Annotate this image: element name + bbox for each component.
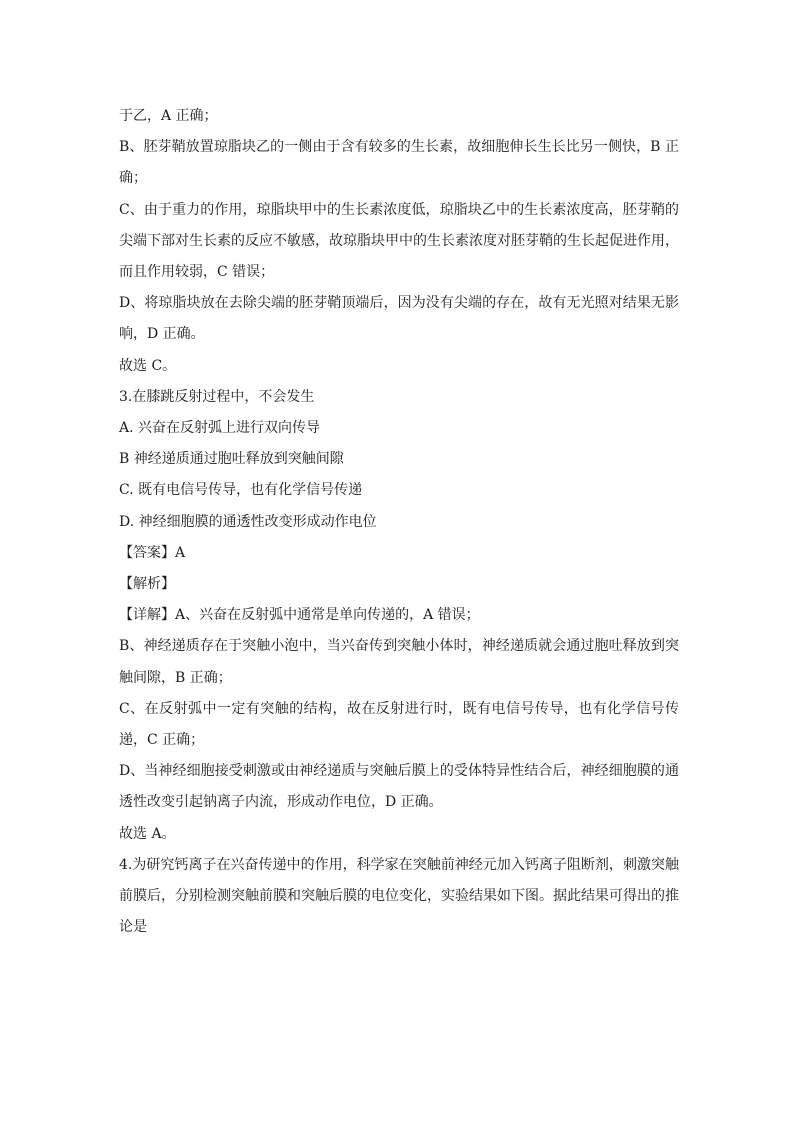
text-paragraph: D、将琼脂块放在去除尖端的胚芽鞘顶端后，因为没有尖端的存在，故有无光照对结果无影响，D 正确。 [119,295,679,343]
option-a: A. 兴奋在反射弧上进行双向传导 [119,420,321,437]
text-paragraph: 故选 C。 [119,357,177,374]
detail-paragraph: 【详解】A、兴奋在反射弧中通常是单向传递的，A 错误； [119,607,480,624]
document-page [119,101,679,943]
analysis-label: 【解析】 [119,576,175,593]
question-stem: 4.为研究钙离子在兴奋传递中的作用，科学家在突触前神经元加入钙离子阻断剂，刺激突触前膜后，分别检测突触前膜和突触后膜的电位变化，实验结果如下图。据此结果可得出的推论是 [119,856,679,936]
text-paragraph: C、由于重力的作用，琼脂块甲中的生长素浓度低，琼脂块乙中的生长素浓度高，胚芽鞘的尖端下部对生长素的反应不敏感，故琼脂块甲中的生长素浓度对胚芽鞘的生长起促进作用，而且作用较弱，C 错误； [119,201,679,281]
detail-paragraph: B、神经递质存在于突触小泡中，当兴奋传到突触小体时，神经递质就会通过胞吐释放到突触间隙，B 正确； [119,638,679,686]
text-paragraph: 于乙，A 正确； [119,108,218,124]
conclusion: 故选 A。 [119,825,176,842]
answer-label: 【答案】A [119,544,186,561]
option-c: C. 既有电信号传导，也有化学信号传递 [119,482,363,499]
text-paragraph: B、胚芽鞘放置琼脂块乙的一侧由于含有较多的生长素，故细胞伸长生长比另一侧快，B 正确； [119,139,679,187]
option-b: B 神经递质通过胞吐释放到突触间隙 [119,451,344,468]
option-d: D. 神经细胞膜的通透性改变形成动作电位 [119,513,377,530]
question-stem: 3.在膝跳反射过程中，不会发生 [119,388,315,405]
detail-paragraph: D、当神经细胞接受刺激或由神经递质与突触后膜上的受体特异性结合后，神经细胞膜的通透性改变引起钠离子内流，形成动作电位，D 正确。 [119,763,679,811]
detail-paragraph: C、在反射弧中一定有突触的结构，故在反射进行时，既有电信号传导，也有化学信号传递，C 正确； [119,700,679,749]
